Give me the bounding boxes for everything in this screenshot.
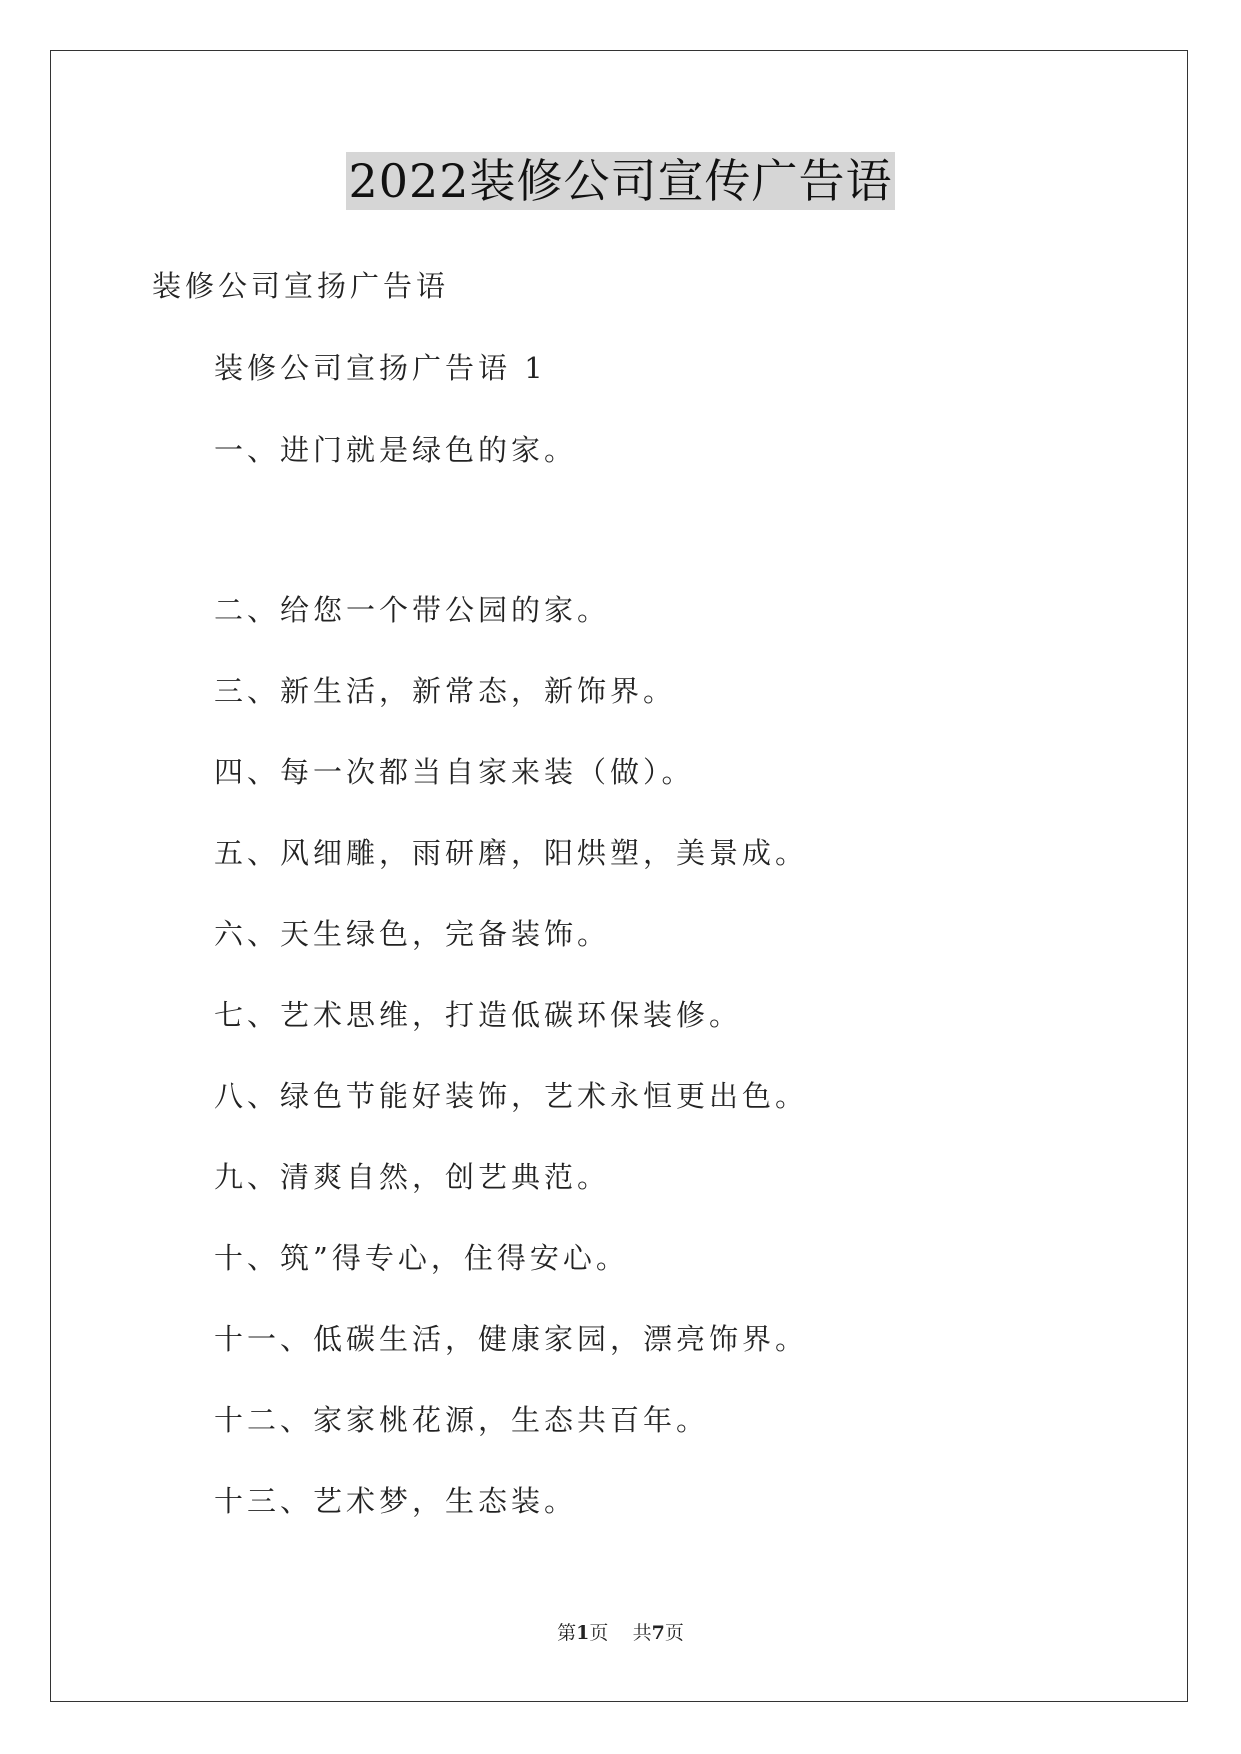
slogan-line: 九、清爽自然，创艺典范。 bbox=[214, 1160, 611, 1194]
slogan-line: 四、每一次都当自家来装（做）。 bbox=[214, 755, 695, 789]
total-prefix: 共 bbox=[632, 1622, 652, 1644]
page-prefix: 第 bbox=[557, 1622, 577, 1644]
total-pages: 7 bbox=[651, 1622, 665, 1644]
slogan-line: 三、新生活，新常态，新饰界。 bbox=[214, 674, 677, 708]
document-subtitle: 装修公司宣扬广告语 bbox=[152, 269, 450, 303]
slogan-line: 五、风细雕，雨研磨，阳烘塑，美景成。 bbox=[214, 836, 809, 870]
title-container bbox=[0, 152, 1241, 210]
slogan-line: 六、天生绿色，完备装饰。 bbox=[214, 917, 611, 951]
slogan-line: 十三、艺术梦，生态装。 bbox=[214, 1484, 578, 1518]
page-footer bbox=[0, 1620, 1241, 1646]
slogan-line: 十二、家家桃花源，生态共百年。 bbox=[214, 1403, 710, 1437]
slogan-line: 二、给您一个带公园的家。 bbox=[214, 593, 611, 627]
section-heading: 装修公司宣扬广告语 1 bbox=[214, 351, 547, 385]
page-number: 1 bbox=[576, 1622, 590, 1644]
document-title: 2022装修公司宣传广告语 bbox=[348, 154, 893, 208]
slogan-line: 一、进门就是绿色的家。 bbox=[214, 433, 578, 467]
slogan-line: 八、绿色节能好装饰，艺术永恒更出色。 bbox=[214, 1079, 809, 1113]
slogan-line: 七、艺术思维，打造低碳环保装修。 bbox=[214, 998, 743, 1032]
total-suffix: 页 bbox=[664, 1622, 684, 1644]
slogan-line: 十、筑”得专心，住得安心。 bbox=[214, 1241, 629, 1275]
slogan-line: 十一、低碳生活，健康家园，漂亮饰界。 bbox=[214, 1322, 809, 1356]
page-suffix: 页 bbox=[589, 1622, 609, 1644]
